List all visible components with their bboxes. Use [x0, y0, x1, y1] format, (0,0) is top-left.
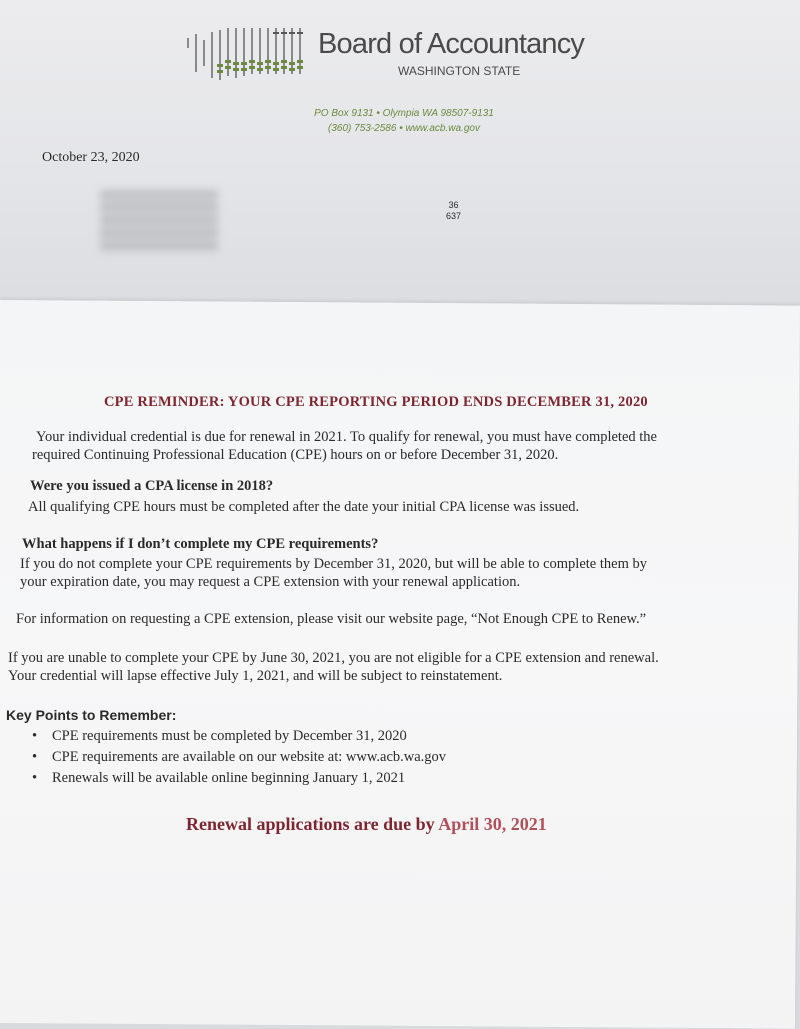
key-points-list — [30, 726, 446, 789]
letterhead-title: Board of Accountancy — [318, 28, 585, 60]
address-line-1: PO Box 9131 • Olympia WA 98507-9131 — [314, 108, 494, 119]
reminder-headline: CPE REMINDER: YOUR CPE REPORTING PERIOD ENDS DECEMBER 31, 2020 — [104, 394, 648, 410]
list-item: • CPE requirements must be completed by December 31, 2020 — [30, 726, 446, 747]
renewal-due-text: Renewal applications are due by — [186, 814, 435, 834]
mail-code — [446, 200, 461, 222]
answer-license-2018: All qualifying CPE hours must be completed after the date your initial CPA license was issued. — [28, 499, 580, 515]
lapse-line-1: If you are unable to complete your CPE by June 30, 2021, you are not eligible for a CPE extension and renewal. — [8, 650, 659, 666]
answer-incomplete-line-2: your expiration date, you may request a CPE extension with your renewal application. — [20, 574, 521, 590]
mail-code-line-1: 36 — [448, 200, 459, 210]
extension-info-paragraph: For information on requesting a CPE extension, please visit our website page, “Not Enough CPE to Renew.” — [16, 611, 647, 627]
answer-incomplete-cpe — [20, 555, 647, 591]
letterhead-subtitle: WASHINGTON STATE — [398, 64, 521, 78]
answer-incomplete-line-1: If you do not complete your CPE requirements by December 31, 2020, but will be able to complete them by — [20, 556, 647, 572]
question-license-2018: Were you issued a CPA license in 2018? — [30, 478, 274, 494]
question-incomplete-cpe: What happens if I don’t complete my CPE requirements? — [22, 536, 379, 552]
mail-code-line-2: 637 — [446, 211, 462, 221]
list-item: • CPE requirements are available on our website at: www.acb.wa.gov — [30, 747, 446, 768]
intro-paragraph — [32, 428, 657, 464]
lapse-line-2: Your credential will lapse effective July 1, 2021, and will be subject to reinstatement. — [8, 668, 503, 684]
key-points-title: Key Points to Remember: — [6, 707, 177, 723]
lapse-paragraph — [8, 649, 659, 685]
redacted-recipient-address — [100, 190, 218, 252]
intro-line-2: required Continuing Professional Education (CPE) hours on or before December 31, 2020. — [32, 447, 559, 463]
address-line-2: (360) 753-2586 • www.acb.wa.gov — [328, 123, 480, 134]
list-item: • Renewals will be available online beginning January 1, 2021 — [30, 768, 446, 789]
renewal-due-notice — [186, 814, 547, 835]
letter-date: October 23, 2020 — [42, 150, 140, 165]
renewal-due-date: April 30, 2021 — [438, 814, 547, 834]
letterhead-address — [304, 106, 504, 136]
intro-line-1: Your individual credential is due for renewal in 2021. To qualify for renewal, you must have completed the — [36, 429, 657, 445]
accountancy-abacus-logo-icon — [186, 26, 306, 86]
